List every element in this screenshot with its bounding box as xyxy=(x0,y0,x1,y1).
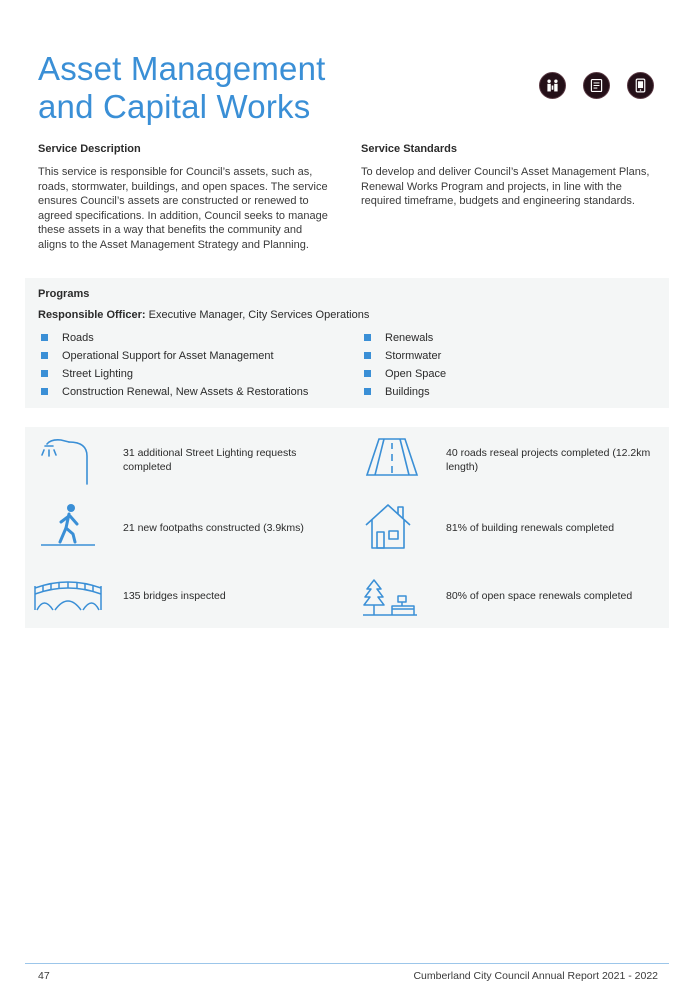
page-title-line-2: and Capital Works xyxy=(38,88,311,125)
programs-heading: Programs xyxy=(38,288,90,300)
list-item: Operational Support for Asset Management xyxy=(39,349,308,367)
stat-bridges-text: 135 bridges inspected xyxy=(123,590,226,602)
programs-panel xyxy=(25,278,669,408)
bullet-icon xyxy=(41,352,48,359)
list-item: Buildings xyxy=(362,385,446,403)
list-item: Stormwater xyxy=(362,349,446,367)
bridge-icon xyxy=(33,578,103,612)
bullet-icon xyxy=(364,370,371,377)
bullet-icon xyxy=(364,352,371,359)
park-icon xyxy=(362,578,418,618)
community-icon xyxy=(539,72,566,99)
service-standards xyxy=(361,143,656,209)
bullet-icon xyxy=(41,334,48,341)
responsible-officer-label: Responsible Officer: xyxy=(38,309,146,321)
bullet-icon xyxy=(41,388,48,395)
list-item: Construction Renewal, New Assets & Restorations xyxy=(39,385,308,403)
service-description xyxy=(38,143,333,252)
tablet-icon xyxy=(627,72,654,99)
bullet-icon xyxy=(364,334,371,341)
service-standards-text: To develop and deliver Council’s Asset Management Plans, Renewal Works Program and projects, in line with the required timeframe, budgets and engineering standards. xyxy=(361,166,650,207)
house-icon xyxy=(363,501,413,551)
list-item: Renewals xyxy=(362,331,446,349)
programs-list-left xyxy=(39,331,308,403)
pedestrian-icon xyxy=(39,502,97,548)
road-icon xyxy=(365,437,419,477)
stat-footpaths-text: 21 new footpaths constructed (3.9kms) xyxy=(123,522,304,534)
programs-list-right xyxy=(362,331,446,403)
page-title xyxy=(38,50,326,126)
responsible-officer xyxy=(38,309,369,321)
stats-panel xyxy=(25,427,669,628)
list-item: Open Space xyxy=(362,367,446,385)
page-number: 47 xyxy=(38,970,50,982)
stat-open-space-text: 80% of open space renewals completed xyxy=(446,590,633,602)
bullet-icon xyxy=(41,370,48,377)
page-title-line-1: Asset Management xyxy=(38,50,326,87)
stat-street-lighting-text: 31 additional Street Lighting requests completed xyxy=(123,447,297,473)
responsible-officer-value: Executive Manager, City Services Operations xyxy=(148,309,370,321)
report-title: Cumberland City Council Annual Report 2021 - 2022 xyxy=(413,970,658,982)
footer-divider xyxy=(25,963,669,964)
street-light-icon xyxy=(39,434,97,486)
pillar-icons xyxy=(539,72,654,99)
service-description-text: This service is responsible for Council’s assets, such as, roads, stormwater, buildings, and open spaces. The service ensures Council’s assets are constructed or renewed to agreed specifications. In addition, Council seeks to manage these assets in a way that benefits the community and aligns to the Asset Management Strategy and Planning. xyxy=(38,166,328,251)
service-description-heading: Service Description xyxy=(38,143,141,155)
stat-roads-text: 40 roads reseal projects completed (12.2km length) xyxy=(446,447,651,473)
bullet-icon xyxy=(364,388,371,395)
service-standards-heading: Service Standards xyxy=(361,143,457,155)
document-icon xyxy=(583,72,610,99)
stat-buildings-text: 81% of building renewals completed xyxy=(446,522,615,534)
list-item: Street Lighting xyxy=(39,367,308,385)
list-item: Roads xyxy=(39,331,308,349)
